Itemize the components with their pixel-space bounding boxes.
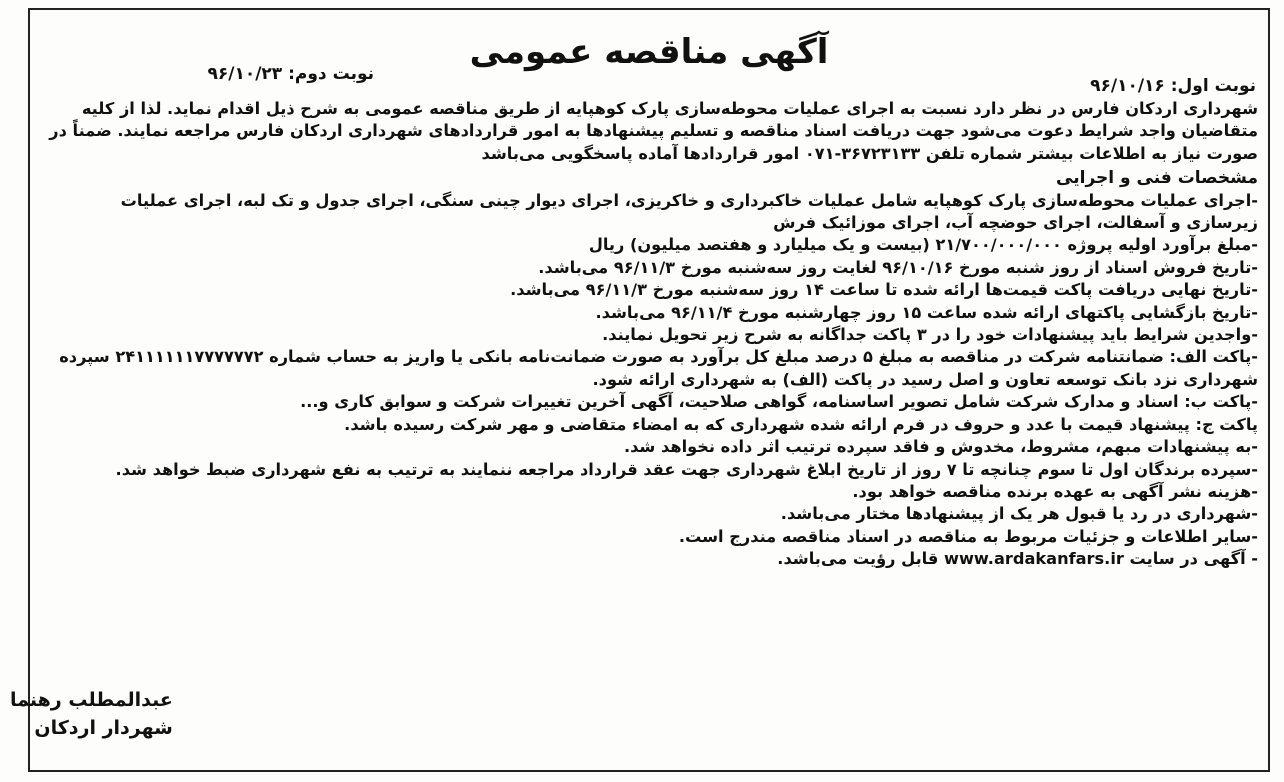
list-item: -پاکت ب: اسناد و مدارک شرکت شامل تصویر اساسنامه، گواهی صلاحیت، آگهی آخرین تغییرات شرکت و سوابق کاری و... — [300, 392, 1258, 412]
list-item: -مبلغ برآورد اولیه پروژه ۲۱/۷۰۰/۰۰۰/۰۰۰ (بیست و یک میلیارد و هفتصد میلیون) ریال — [588, 235, 1258, 255]
website-prefix: - آگهی در سایت — [1129, 549, 1258, 569]
signature-title: شهردار اردکان — [34, 717, 173, 739]
signature-name: عبدالمطلب رهنما — [10, 689, 173, 711]
list-item: -تاریخ نهایی دریافت پاکت قیمت‌ها ارائه شده تا ساعت ۱۴ روز سه‌شنبه مورخ ۹۶/۱۱/۳ می‌باشد. — [510, 280, 1258, 300]
list-item: -سپرده برندگان اول تا سوم چنانچه تا ۷ روز از تاریخ ابلاغ شهرداری جهت عقد قرارداد مراجعه ننمایند به ترتیب به نفع شهرداری ضبط خواهد شد. — [115, 459, 1258, 479]
list-item: -تاریخ فروش اسناد از روز شنبه مورخ ۹۶/۱۰/۱۶ لغایت روز سه‌شنبه مورخ ۹۶/۱۱/۳ می‌باشد. — [538, 257, 1258, 277]
signature-block — [10, 686, 173, 742]
website-link[interactable]: www.ardakanfars.ir — [943, 549, 1124, 569]
spec-heading: مشخصات فنی و اجرایی — [1056, 168, 1258, 189]
list-item: -هزینه نشر آگهی به عهده برنده مناقصه خواهد بود. — [852, 481, 1258, 501]
notice-title: آگهی مناقصه عمومی — [469, 32, 829, 72]
list-item: -پاکت الف: ضمانتنامه شرکت در مناقصه به مبلغ ۵ درصد مبلغ کل برآورد به صورت ضمانت‌نامه بانکی یا واریز به حساب شماره ۲۴۱۱۱۱۱۱۷۷۷۷۷۷۲ سپرده شهرداری نزد بانک توسعه تعاون و اصل رسید در پاکت (الف) به شهرداری ارائه شود. — [59, 347, 1258, 389]
list-item: -واجدین شرایط باید پیشنهادات خود را در ۳ پاکت جداگانه به شرح زیر تحویل نمایند. — [602, 325, 1258, 345]
second-turn-date: نوبت دوم: ۹۶/۱۰/۲۳ — [207, 64, 374, 84]
tender-notice — [34, 14, 1264, 766]
list-item: -تاریخ بازگشایی پاکتهای ارائه شده ساعت ۱۵ روز چهارشنبه مورخ ۹۶/۱۱/۴ می‌باشد. — [595, 302, 1258, 322]
intro-paragraph: شهرداری اردکان فارس در نظر دارد نسبت به اجرای عملیات محوطه‌سازی پارک کوهپایه از طریق مناقصه عمومی به شرح ذیل اقدام نماید. لذا از کلیه متقاضیان واجد شرایط دعوت می‌شود جهت دریافت اسناد مناقصه و تسلیم پیشنهادها به امور قراردادهای شهرداری اردکان فارس مراجعه نمایند. ضمناً در صورت نیاز به اطلاعات بیشتر شماره تلفن ۳۶۷۲۳۱۳۳-۰۷۱ امور قراردادها آماده پاسخگویی می‌باشد — [49, 99, 1258, 163]
list-item: پاکت ج: پیشنهاد قیمت با عدد و حروف در فرم ارائه شده شهرداری که به امضاء متقاضی و مهر شرکت رسیده باشد. — [344, 414, 1258, 434]
first-turn-date: نوبت اول: ۹۶/۱۰/۱۶ — [1090, 76, 1256, 96]
list-item: -به پیشنهادات مبهم، مشروط، مخدوش و فاقد سپرده ترتیب اثر داده نخواهد شد. — [623, 437, 1258, 457]
list-item: -سایر اطلاعات و جزئیات مربوط به مناقصه در اسناد مناقصه مندرج است. — [678, 526, 1258, 546]
website-item — [48, 548, 1258, 570]
list-item: -شهرداری در رد یا قبول هر یک از پیشنهادها مختار می‌باشد. — [780, 504, 1258, 524]
list-item: -اجرای عملیات محوطه‌سازی پارک کوهپایه شامل عملیات خاکبرداری و خاکریزی، اجرای دیوار چینی سنگی، اجرای جدول و تک لبه، اجرای عملیات زیرسازی و آسفالت، اجرای حوضچه آب، اجرای موزائیک فرش — [120, 190, 1258, 233]
notice-body — [48, 98, 1258, 571]
website-suffix: قابل رؤیت می‌باشد. — [777, 549, 939, 569]
